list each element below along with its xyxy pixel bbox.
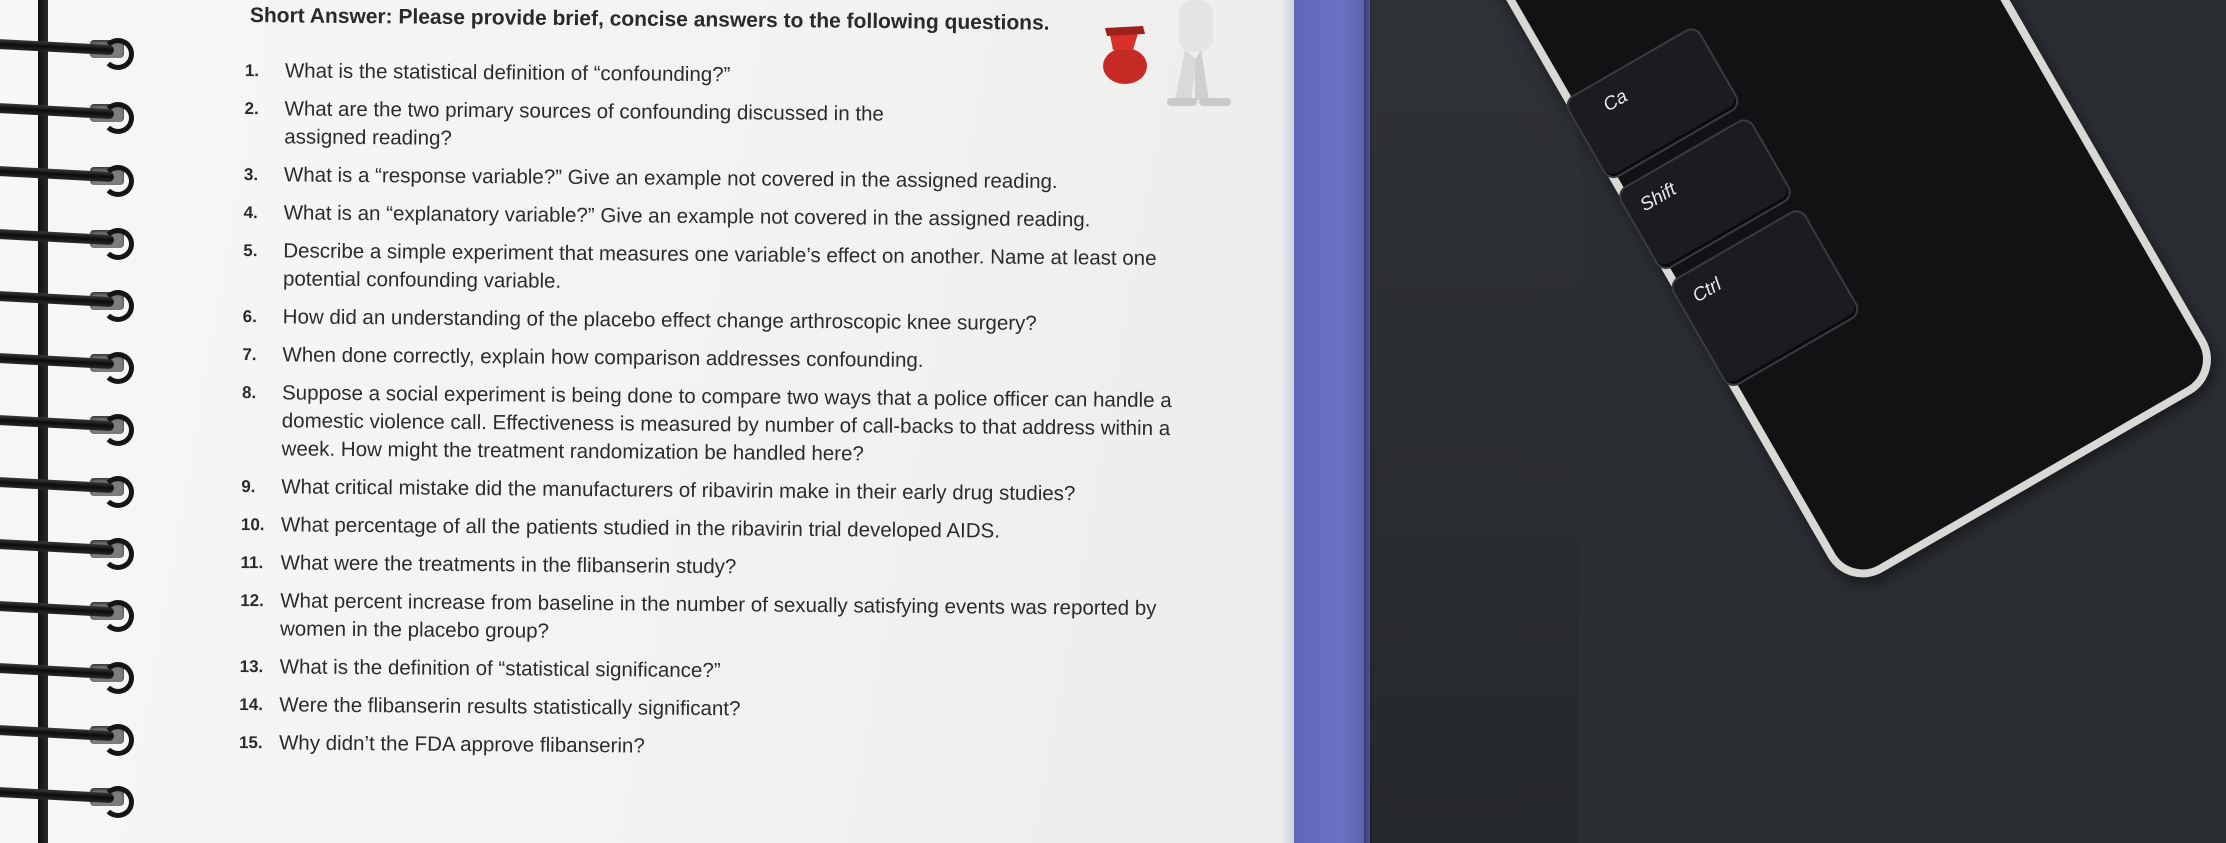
question-text: When done correctly, explain how comparison addresses confounding. [282, 343, 924, 372]
question-item [241, 473, 1221, 510]
question-number: 11. [240, 552, 264, 573]
question-mark-figure-icon [1095, 0, 1235, 115]
question-number: 6. [242, 306, 258, 327]
spiral-ring [0, 538, 130, 558]
question-number: 10. [240, 514, 265, 535]
question-number: 14. [239, 694, 264, 715]
question-text: What is the statistical definition of “confounding?” [284, 59, 731, 87]
page-edge [1282, 0, 1294, 843]
spiral-ring [0, 352, 130, 372]
question-item [243, 303, 1223, 340]
question-item [239, 691, 1219, 728]
spiral-ring [0, 228, 130, 248]
question-item [243, 237, 1233, 302]
question-text: What critical mistake did the manufacturers of ribavirin make in their early drug studies? [281, 475, 1076, 506]
question-item [244, 199, 1224, 236]
spiral-binding [0, 0, 140, 843]
question-text: What were the treatments in the flibanserin study? [280, 551, 737, 579]
question-text: Describe a simple experiment that measures one variable’s effect on another. Name at least one potential confounding variable. [282, 239, 1157, 293]
question-text: Suppose a social experiment is being done to compare two ways that a police officer can handle a domestic violence call. Effectiveness is measured by number of call-backs to that address within a week. How might the treatment randomization be handled here? [281, 381, 1172, 466]
spiral-ring [0, 38, 130, 58]
question-text: Were the flibanserin results statistically significant? [279, 693, 741, 721]
question-text: What is a “response variable?” Give an example not covered in the assigned reading. [283, 163, 1058, 194]
question-item [240, 549, 1220, 586]
question-number: 9. [241, 476, 256, 497]
question-item [240, 653, 1220, 690]
question-text: What percent increase from baseline in the number of sexually satisfying events was reported by women in the placebo group? [279, 589, 1157, 643]
question-list [239, 57, 1225, 776]
question-text: What is an “explanatory variable?” Give an example not covered in the assigned reading. [283, 201, 1091, 232]
desk-surface [1370, 0, 1578, 843]
question-item [244, 161, 1224, 198]
question-number: 12. [240, 590, 264, 611]
spiral-ring [0, 662, 130, 682]
binder-cover [1292, 0, 1370, 843]
question-number: 7. [242, 344, 257, 365]
spiral-ring [0, 414, 130, 434]
key-caps-lock-label: Ca [1599, 85, 1632, 117]
question-item [241, 511, 1221, 548]
spiral-ring [0, 102, 130, 122]
spiral-ring [0, 600, 130, 620]
section-heading: Short Answer: Please provide brief, concise answers to the following questions. [249, 4, 1050, 35]
cover-shadow [1364, 0, 1374, 843]
question-number: 3. [243, 164, 259, 185]
spiral-ring [0, 724, 130, 744]
question-text: How did an understanding of the placebo effect change arthroscopic knee surgery? [282, 305, 1037, 335]
question-item [241, 379, 1202, 471]
key-ctrl-label: Ctrl [1689, 274, 1726, 308]
spiral-ring [0, 476, 130, 496]
question-item [244, 95, 964, 157]
question-item [242, 341, 1222, 378]
question-number: 4. [243, 202, 258, 223]
question-text: What percentage of all the patients studied in the ribavirin trial developed AIDS. [280, 513, 1001, 543]
question-text: What is the definition of “statistical significance?” [279, 655, 721, 683]
question-number: 5. [243, 240, 258, 261]
question-item [239, 729, 1219, 766]
question-number: 8. [241, 382, 257, 403]
key-shift-label: Shift [1636, 178, 1681, 217]
question-text: Why didn’t the FDA approve flibanserin? [278, 731, 645, 758]
spiral-ring [0, 290, 130, 310]
spiral-ring [0, 786, 130, 806]
question-number: 15. [238, 732, 263, 753]
spiral-ring [0, 165, 130, 185]
question-item [240, 587, 1160, 651]
question-number: 13. [239, 656, 264, 677]
question-text: What are the two primary sources of confounding discussed in the assigned reading? [284, 97, 885, 150]
question-number: 1. [244, 60, 260, 81]
question-number: 2. [244, 98, 259, 119]
